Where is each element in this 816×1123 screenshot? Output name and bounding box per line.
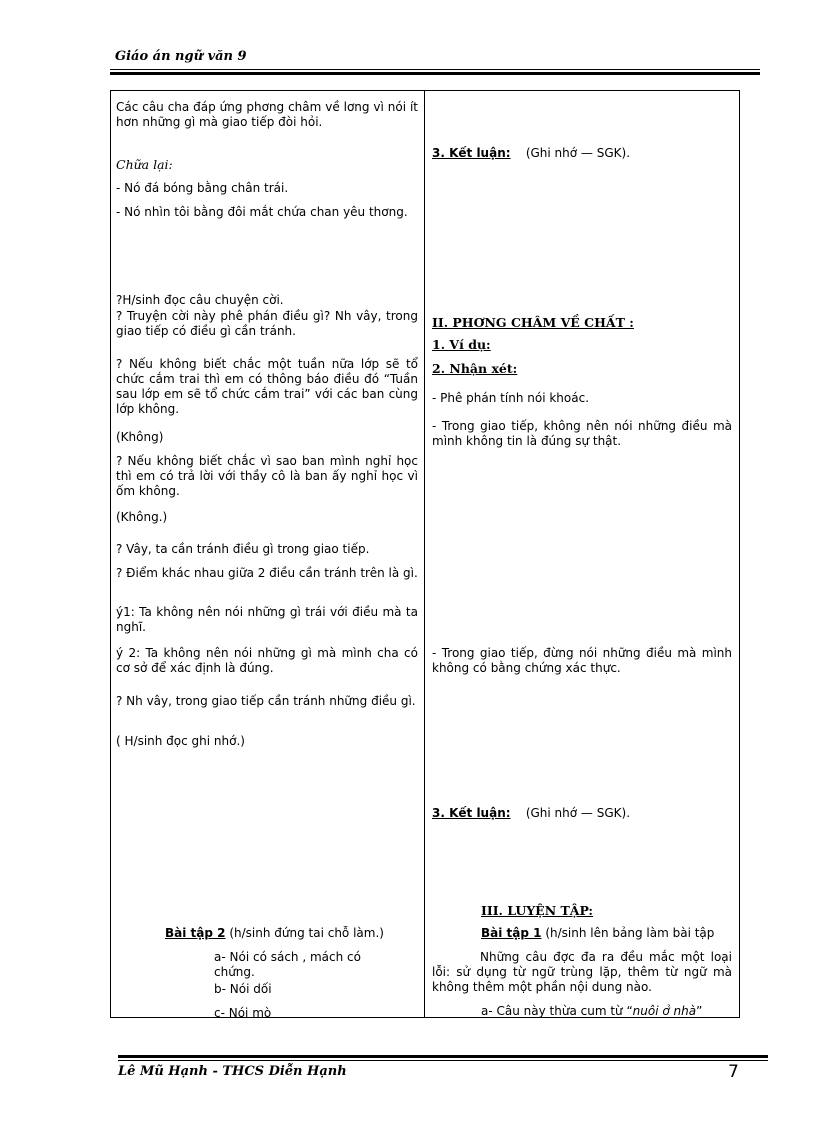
remark-3: - Trong giao tiếp, đừng nói những điều mà mình không có bằng chứng xác thực. <box>432 646 732 675</box>
fix-sentence-2: - Nó nhìn tôi bằng đôi mắt chứa chan yêu thơng. <box>116 205 408 219</box>
exercise-2-answer-b: b- Nói dối <box>214 982 272 996</box>
conclusion-1 <box>432 146 732 161</box>
example-heading: 1. Ví dụ: <box>432 337 491 352</box>
conclusion-2 <box>432 806 732 821</box>
answer-a-suffix: ” <box>696 1004 703 1018</box>
page-number: 7 <box>728 1062 739 1082</box>
exercise-2-note: (h/sinh đứng tai chỗ làm.) <box>225 926 384 940</box>
point-2: ý 2: Ta không nên nói những gì mà mình cha có cơ sở để xác định là đúng. <box>116 646 418 675</box>
header-rule-thin <box>110 69 760 70</box>
question-5: ? Vây, ta cần tránh điều gì trong giao tiếp. <box>116 542 370 556</box>
question-8: ( H/sinh đọc ghi nhớ.) <box>116 734 245 748</box>
question-2: ? Truyện cời này phê phán điều gì? Nh vây, trong giao tiếp có điều gì cần tránh. <box>116 309 418 338</box>
footer-rule-thick <box>118 1055 768 1058</box>
answer-3: (Không) <box>116 430 164 444</box>
footer-rule-thin <box>118 1060 768 1061</box>
remark-2: - Trong giao tiếp, không nên nói những điều mà mình không tin là đúng sự thật. <box>432 419 732 448</box>
exercise-2-title: Bài tập 2 <box>165 926 226 940</box>
question-7: ? Nh vây, trong giao tiếp cần tránh những điều gì. <box>116 694 416 708</box>
conclusion-2-title: 3. Kết luận: <box>432 806 511 820</box>
section-3-heading: III. LUYỆN TẬP: <box>481 903 594 918</box>
conclusion-1-note: (Ghi nhớ — SGK). <box>525 146 631 160</box>
left-paragraph-1: Các câu cha đáp ứng phơng châm về lơng vì nói ít hơn những gì mà giao tiếp đòi hỏi. <box>116 100 418 129</box>
question-3: ? Nếu không biết chắc một tuần nữa lớp sẽ tổ chức cắm trai thì em có thông báo điều đó “Tuần sau lớp em sẽ tổ chức cắm trai” với các ban cùng lớp không. <box>116 357 418 416</box>
answer-4: (Không.) <box>116 510 168 524</box>
question-6: ? Điểm khác nhau giữa 2 điều cần tránh trên là gì. <box>116 566 418 580</box>
exercise-2-answer-a: a- Nói có sách , mách có chứng. <box>214 950 361 979</box>
exercise-1-note: (h/sinh lên bảng làm bài tập <box>541 926 715 940</box>
conclusion-2-note: (Ghi nhớ — SGK). <box>525 806 631 820</box>
remark-heading: 2. Nhận xét: <box>432 361 518 376</box>
answer-a-emphasis: nuôi ở nhà <box>632 1004 697 1018</box>
exercise-2-heading <box>165 926 420 941</box>
fix-label: Chữa lại: <box>116 157 173 172</box>
exercise-2-answer-c: c- Nói mò <box>214 1006 272 1020</box>
table-column-divider <box>424 90 425 1018</box>
question-1: ?H/sinh đọc câu chuyện cời. <box>116 293 284 307</box>
fix-sentence-1: - Nó đá bóng bằng chân trái. <box>116 181 289 195</box>
header-rule-thick <box>110 72 760 75</box>
answer-a-prefix: a- Câu này thừa cum từ “ <box>481 1004 633 1018</box>
exercise-1-heading <box>481 926 736 941</box>
exercise-1-answer-a <box>481 1004 736 1019</box>
section-2-heading: II. PHƠNG CHÂM VỀ CHẤT : <box>432 315 634 330</box>
point-1: ý1: Ta không nên nói những gì trái với điều mà ta nghĩ. <box>116 605 418 634</box>
question-4: ? Nếu không biết chắc vì sao ban mình nghỉ học thì em có trả lời với thầy cô là ban ấy nghỉ học vì ốm không. <box>116 454 418 498</box>
footer-author: Lê Mũ Hạnh - THCS Diễn Hạnh <box>118 1064 347 1079</box>
exercise-1-paragraph: Những câu đợc đa ra đều mắc một loại lỗi: sử dụng từ ngữ trùng lặp, thêm từ ngữ mà không thêm một phần nội dung nào. <box>432 950 732 994</box>
remark-1: - Phê phán tính nói khoác. <box>432 391 590 405</box>
exercise-1-title: Bài tập 1 <box>481 926 542 940</box>
header-title: Giáo án ngữ văn 9 <box>115 49 247 64</box>
conclusion-1-title: 3. Kết luận: <box>432 146 511 160</box>
